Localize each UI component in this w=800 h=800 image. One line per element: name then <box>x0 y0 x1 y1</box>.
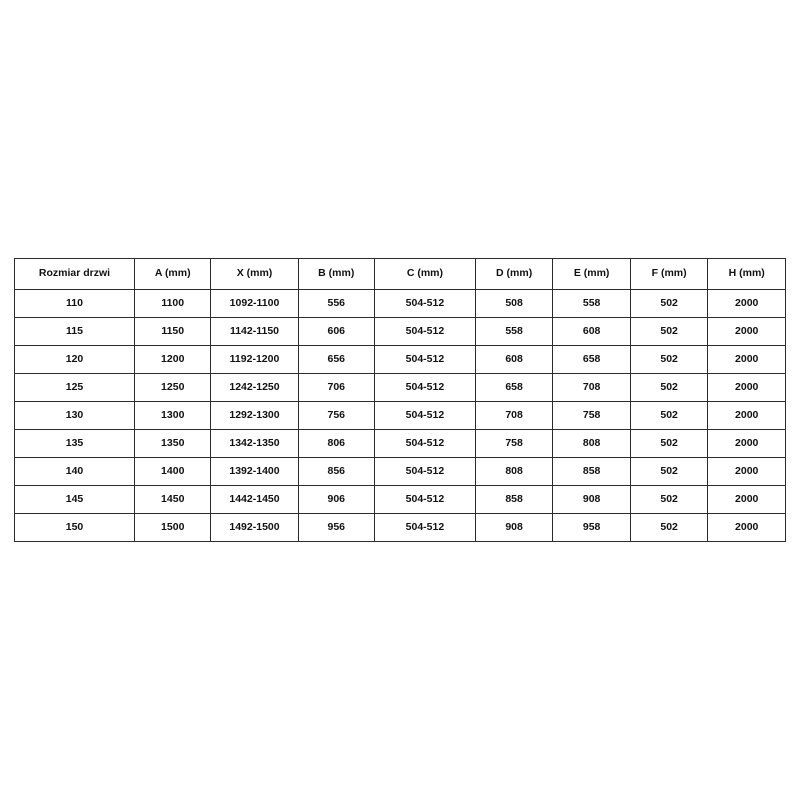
cell-h: 2000 <box>708 374 786 402</box>
cell-x: 1492-1500 <box>211 514 298 542</box>
column-header-f: F (mm) <box>630 259 708 290</box>
cell-d: 658 <box>475 374 553 402</box>
cell-c: 504-512 <box>374 374 475 402</box>
cell-d: 808 <box>475 458 553 486</box>
table-body <box>15 290 786 542</box>
cell-h: 2000 <box>708 318 786 346</box>
cell-f: 502 <box>630 290 708 318</box>
cell-x: 1342-1350 <box>211 430 298 458</box>
table-row <box>15 458 786 486</box>
cell-door-size: 125 <box>15 374 135 402</box>
cell-x: 1192-1200 <box>211 346 298 374</box>
table-header <box>15 259 786 290</box>
cell-a: 1400 <box>135 458 211 486</box>
table-header-row <box>15 259 786 290</box>
cell-b: 856 <box>298 458 374 486</box>
table-row <box>15 430 786 458</box>
cell-c: 504-512 <box>374 402 475 430</box>
cell-d: 558 <box>475 318 553 346</box>
column-header-c: C (mm) <box>374 259 475 290</box>
cell-e: 858 <box>553 458 631 486</box>
cell-e: 708 <box>553 374 631 402</box>
cell-e: 558 <box>553 290 631 318</box>
column-header-h: H (mm) <box>708 259 786 290</box>
cell-b: 906 <box>298 486 374 514</box>
cell-f: 502 <box>630 374 708 402</box>
cell-f: 502 <box>630 458 708 486</box>
cell-door-size: 150 <box>15 514 135 542</box>
cell-x: 1292-1300 <box>211 402 298 430</box>
cell-door-size: 135 <box>15 430 135 458</box>
cell-x: 1392-1400 <box>211 458 298 486</box>
cell-f: 502 <box>630 318 708 346</box>
cell-a: 1450 <box>135 486 211 514</box>
cell-c: 504-512 <box>374 458 475 486</box>
cell-c: 504-512 <box>374 486 475 514</box>
cell-e: 908 <box>553 486 631 514</box>
cell-d: 608 <box>475 346 553 374</box>
cell-f: 502 <box>630 402 708 430</box>
cell-e: 958 <box>553 514 631 542</box>
cell-h: 2000 <box>708 430 786 458</box>
column-header-a: A (mm) <box>135 259 211 290</box>
cell-d: 858 <box>475 486 553 514</box>
cell-b: 606 <box>298 318 374 346</box>
cell-h: 2000 <box>708 402 786 430</box>
cell-a: 1350 <box>135 430 211 458</box>
table-row <box>15 374 786 402</box>
cell-f: 502 <box>630 486 708 514</box>
cell-f: 502 <box>630 346 708 374</box>
cell-b: 656 <box>298 346 374 374</box>
cell-d: 508 <box>475 290 553 318</box>
table-row <box>15 290 786 318</box>
cell-c: 504-512 <box>374 346 475 374</box>
cell-e: 758 <box>553 402 631 430</box>
cell-door-size: 120 <box>15 346 135 374</box>
cell-a: 1500 <box>135 514 211 542</box>
cell-x: 1442-1450 <box>211 486 298 514</box>
cell-door-size: 110 <box>15 290 135 318</box>
cell-b: 956 <box>298 514 374 542</box>
cell-b: 756 <box>298 402 374 430</box>
cell-e: 608 <box>553 318 631 346</box>
cell-d: 758 <box>475 430 553 458</box>
specification-table <box>14 258 786 542</box>
column-header-x: X (mm) <box>211 259 298 290</box>
cell-d: 908 <box>475 514 553 542</box>
cell-e: 808 <box>553 430 631 458</box>
cell-d: 708 <box>475 402 553 430</box>
cell-b: 706 <box>298 374 374 402</box>
cell-c: 504-512 <box>374 318 475 346</box>
cell-a: 1300 <box>135 402 211 430</box>
table-row <box>15 486 786 514</box>
column-header-e: E (mm) <box>553 259 631 290</box>
table-row <box>15 514 786 542</box>
cell-c: 504-512 <box>374 514 475 542</box>
cell-h: 2000 <box>708 346 786 374</box>
specification-table-container <box>14 258 786 542</box>
cell-a: 1100 <box>135 290 211 318</box>
cell-c: 504-512 <box>374 290 475 318</box>
table-row <box>15 346 786 374</box>
cell-f: 502 <box>630 514 708 542</box>
cell-b: 556 <box>298 290 374 318</box>
cell-x: 1092-1100 <box>211 290 298 318</box>
cell-b: 806 <box>298 430 374 458</box>
cell-door-size: 115 <box>15 318 135 346</box>
cell-x: 1242-1250 <box>211 374 298 402</box>
cell-h: 2000 <box>708 514 786 542</box>
column-header-d: D (mm) <box>475 259 553 290</box>
cell-door-size: 145 <box>15 486 135 514</box>
cell-a: 1200 <box>135 346 211 374</box>
cell-a: 1150 <box>135 318 211 346</box>
cell-c: 504-512 <box>374 430 475 458</box>
cell-door-size: 130 <box>15 402 135 430</box>
cell-f: 502 <box>630 430 708 458</box>
cell-x: 1142-1150 <box>211 318 298 346</box>
cell-door-size: 140 <box>15 458 135 486</box>
cell-a: 1250 <box>135 374 211 402</box>
table-row <box>15 318 786 346</box>
column-header-door-size: Rozmiar drzwi <box>15 259 135 290</box>
cell-h: 2000 <box>708 458 786 486</box>
cell-e: 658 <box>553 346 631 374</box>
column-header-b: B (mm) <box>298 259 374 290</box>
cell-h: 2000 <box>708 290 786 318</box>
table-row <box>15 402 786 430</box>
cell-h: 2000 <box>708 486 786 514</box>
